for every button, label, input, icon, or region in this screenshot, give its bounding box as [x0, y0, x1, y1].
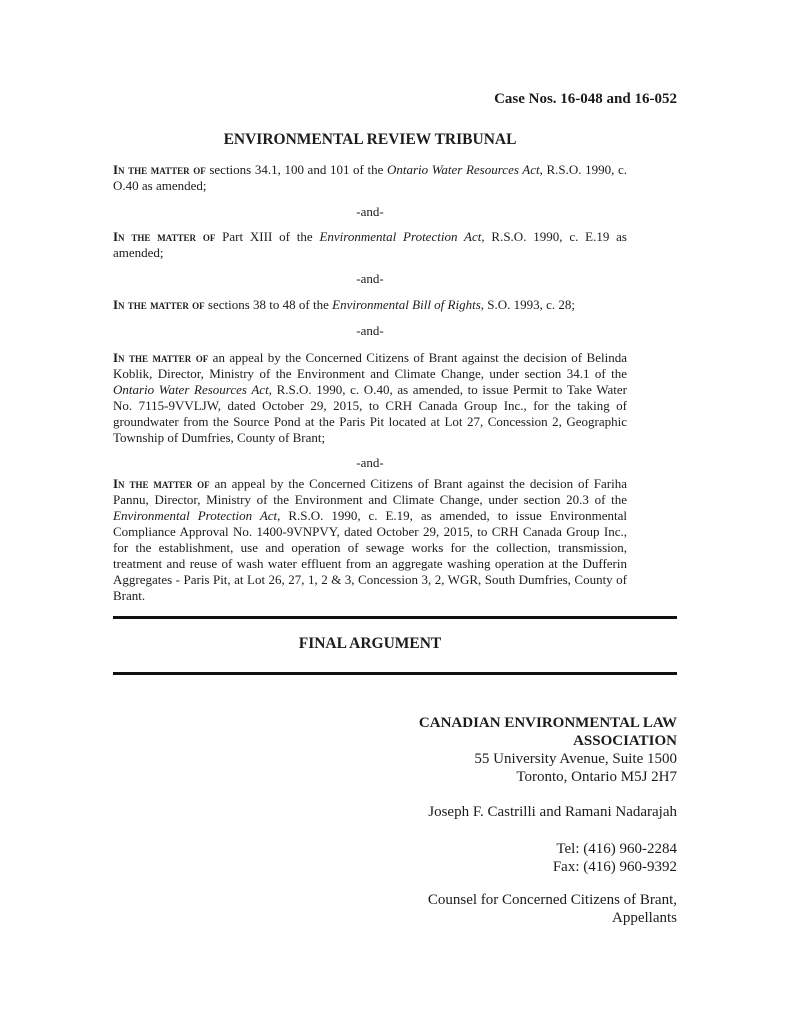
- counsel-names: Joseph F. Castrilli and Ramani Nadarajah: [428, 804, 677, 820]
- matter-text: Part XIII of the: [215, 229, 320, 244]
- matter-paragraph-5: [113, 476, 627, 604]
- matter-lead: In the matter of: [113, 476, 210, 491]
- matter-lead: In the matter of: [113, 229, 216, 244]
- matter-text: sections 38 to 48 of the: [204, 297, 333, 312]
- matter-text: , R.S.O. 1990, c. O.40, as amended, to issue Permit to Take Water No. 7115-9VVLJW, dated October 29, 2015, to CRH Canada Group Inc., for the taking of groundwater from the Source Pond at the Paris Pit located at Lot 27, Concession 2, Geographic Township of Dumfries, County of Brant;: [113, 382, 628, 445]
- and-separator-4: -and-: [356, 455, 384, 470]
- counsel-block: [113, 714, 677, 927]
- matter-text: an appeal by the Concerned Citizens of Brant against the decision of Belinda Koblik, Director, Ministry of the Environment and Climate Change, under section 34.1 of the: [113, 350, 627, 381]
- matter-paragraph-2: [113, 229, 627, 261]
- statute-name: Environmental Bill of Rights: [332, 297, 481, 312]
- telephone-line: Tel: (416) 960-2284: [556, 841, 677, 857]
- and-separator-3: -and-: [356, 323, 384, 338]
- tribunal-title: ENVIRONMENTAL REVIEW TRIBUNAL: [223, 131, 517, 148]
- matter-text: , R.S.O. 1990, c. E.19 as amended;: [113, 229, 627, 260]
- and-separator-2: -and-: [356, 271, 384, 286]
- org-address-line-1: 55 University Avenue, Suite 1500: [474, 751, 677, 767]
- org-address-line-2: Toronto, Ontario M5J 2H7: [516, 769, 677, 785]
- matter-paragraph-4: [113, 350, 627, 446]
- matter-text: , S.O. 1993, c. 28;: [480, 297, 576, 312]
- statute-name: Environmental Protection Act: [113, 508, 278, 523]
- matter-paragraph-3: [113, 297, 627, 313]
- statute-name: Environmental Protection Act: [319, 229, 482, 244]
- statute-name: Ontario Water Resources Act: [386, 162, 540, 177]
- page-content: [113, 0, 677, 927]
- counsel-role-line-1: Counsel for Concerned Citizens of Brant,: [427, 892, 677, 908]
- matter-text: , R.S.O. 1990, c. O.40 as amended;: [113, 162, 627, 193]
- matter-text: an appeal by the Concerned Citizens of Brant against the decision of Fariha Pannu, Director, Ministry of the Environment and Climate Change, under section 20.3 of the: [113, 476, 627, 507]
- body-column: [113, 131, 627, 604]
- final-argument-heading: FINAL ARGUMENT: [298, 635, 442, 652]
- matter-lead: In the matter of: [113, 297, 205, 312]
- matter-text: sections 34.1, 100 and 101 of the: [205, 162, 387, 177]
- org-name-line-2: ASSOCIATION: [573, 733, 677, 749]
- and-separator-1: -and-: [356, 204, 384, 219]
- horizontal-rule-bottom: [113, 672, 677, 675]
- matter-lead: In the matter of: [113, 350, 209, 365]
- matter-paragraph-1: [113, 162, 627, 194]
- matter-lead: In the matter of: [113, 162, 206, 177]
- statute-name: Ontario Water Resources Act: [113, 382, 269, 397]
- matter-text: , R.S.O. 1990, c. E.19, as amended, to issue Environmental Compliance Approval No. 1400-9VNPVY, dated October 29, 2015, to CRH Canada Group Inc., for the establishment, use and operation of sewage works for the collection, transmission, treatment and reuse of wash water effluent from an aggregate washing operation at the Dufferin Aggregates - Paris Pit, at Lot 26, 27, 1, 2 & 3, Concession 3, 2, WGR, South Dumfries, County of Brant.: [113, 508, 628, 603]
- case-number-line: Case Nos. 16-048 and 16-052: [494, 91, 677, 107]
- horizontal-rule-top: [113, 616, 677, 619]
- org-name-line-1: CANADIAN ENVIRONMENTAL LAW: [418, 715, 677, 731]
- fax-line: Fax: (416) 960-9392: [552, 859, 677, 875]
- heading-column: [113, 635, 627, 653]
- counsel-role-line-2: Appellants: [612, 910, 677, 926]
